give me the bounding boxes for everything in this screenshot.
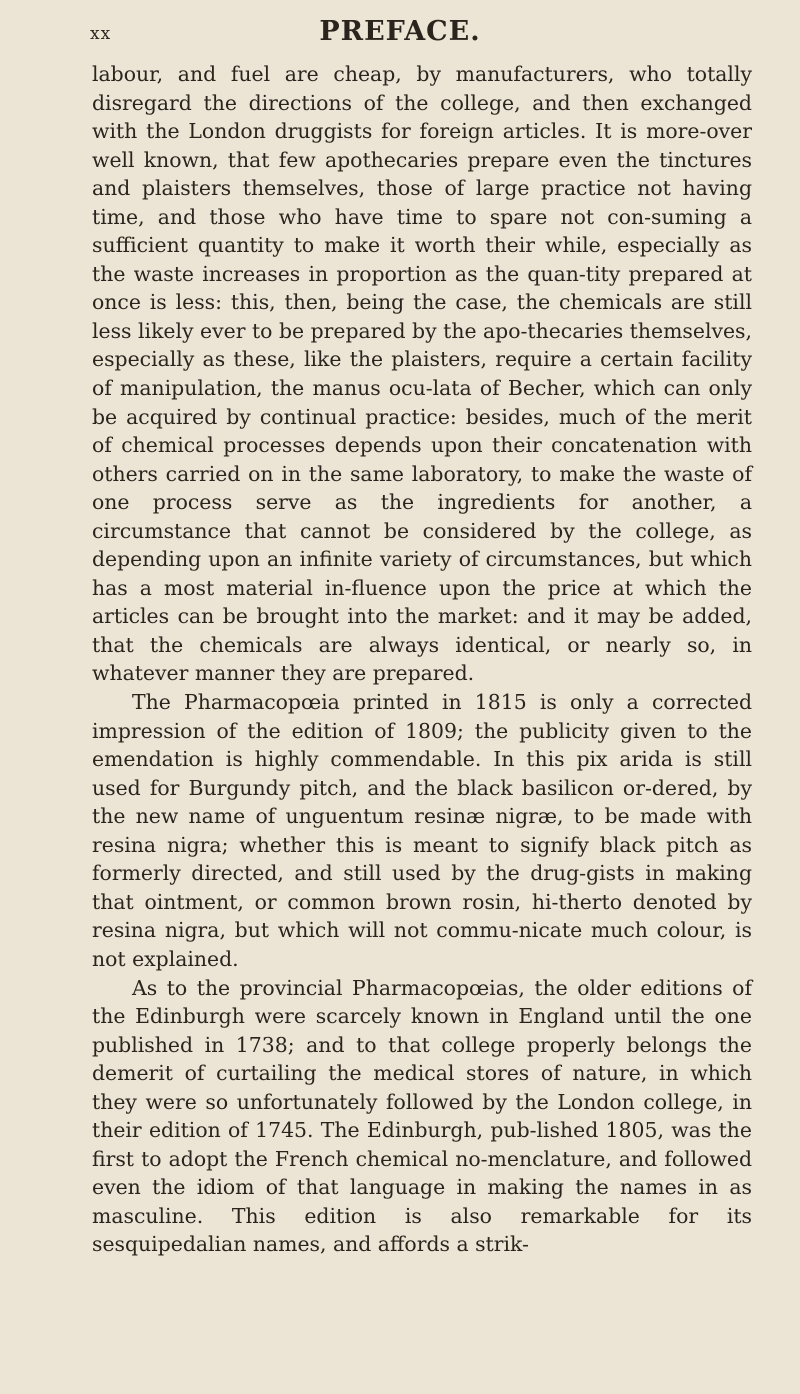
running-head-title: PREFACE.: [319, 16, 481, 47]
paragraph-continued: labour, and fuel are cheap, by manufacturers, who totally disregard the directions of the college, and then exchanged with the London druggists for foreign articles. It is more-over well known, that few apothecaries prepare even the tinctures and plaisters themselves, those of large practice not having time, and those who have time to spare not con-suming a sufficient quantity to make it worth their while, especially as the waste increases in proportion as the quan-tity prepared at once is less: this, then, being the case, the chemicals are still less likely ever to be prepared by the apo-thecaries themselves, especially as these, like the plaisters, require a certain facility of manipulation, the manus ocu-lata of Becher, which can only be acquired by continual practice: besides, much of the merit of chemical processes depends upon their concatenation with others carried on in the same laboratory, to make the waste of one process serve as the ingredients for another, a circumstance that cannot be considered by the college, as depending upon an infinite variety of circumstances, but which has a most material in-fluence upon the price at which the articles can be brought into the market: and it may be added, that the chemicals are always identical, or nearly so, in whatever manner they are prepared.: [92, 62, 752, 686]
paragraph-provincial-pharmacopoeias: As to the provincial Pharmacopœias, the older editions of the Edinburgh were scarcely known in England until the one published in 1738; and to that college properly belongs the demerit of curtailing the medical stores of nature, in which they were so unfortunately followed by the London college, in their edition of 1745. The Edinburgh, pub-lished 1805, was the first to adopt the French chemical no-menclature, and followed even the idiom of that language in making the names in as masculine. This edition is also remarkable for its sesquipedalian names, and affords a strik-: [92, 975, 752, 1257]
page-header: [0, 14, 800, 54]
page-number: xx: [90, 24, 112, 44]
body-text: [92, 60, 752, 1259]
paragraph-pharmacopoeia-1815: The Pharmacopœia printed in 1815 is only a corrected impression of the edition of 1809; the publicity given to the emendation is highly commendable. In this pix arida is still used for Burgundy pitch, and the black basilicon or-dered, by the new name of unguentum resinæ nigræ, to be made with resina nigra; whether this is meant to signify black pitch as formerly directed, and still used by the drug-gists in making that ointment, or common brown rosin, hi-therto denoted by resina nigra, but which will not commu-nicate much colour, is not explained.: [92, 690, 752, 971]
